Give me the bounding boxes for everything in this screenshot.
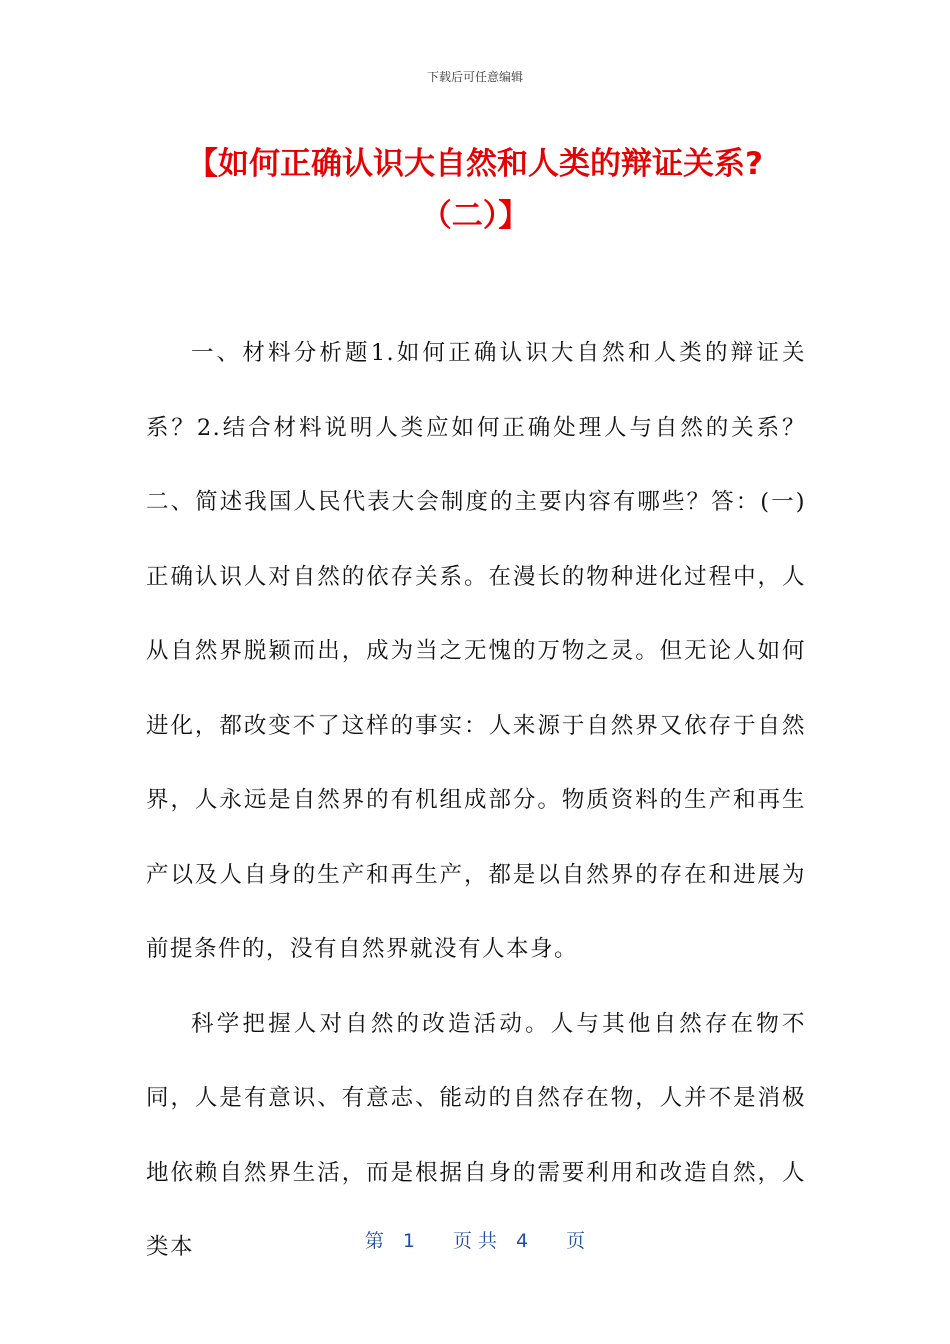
paragraph: 科学把握人对自然的改造活动。人与其他自然存在物不同，人是有意识、有意志、能动的自然存在物，人并不是消极地依赖自然界生活，而是根据自身的需要利用和改造自然，人类本: [146, 1010, 806, 1260]
page-number-footer: 第 1 页 共 4 页: [364, 1230, 586, 1252]
title-line-2: （二）】: [420, 198, 530, 234]
document-body: [146, 316, 806, 1285]
header-note: 下载后可任意编辑: [426, 70, 523, 84]
paragraph: 一、材料分析题1.如何正确认识大自然和人类的辩证关系？2.结合材料说明人类应如何正确处理人与自然的关系？二、简述我国人民代表大会制度的主要内容有哪些？答：(一)正确认识人对自然的依存关系。在漫长的物种进化过程中，人从自然界脱颖而出，成为当之无愧的万物之灵。但无论人如何进化，都改变不了这样的事实：人来源于自然界又依存于自然界，人永远是自然界的有机组成部分。物质资料的生产和再生产以及人自身的生产和再生产，都是以自然界的存在和进展为前提条件的，没有自然界就没有人本身。: [146, 340, 806, 962]
title-line-1: 【如何正确认识大自然和人类的辩证关系?: [187, 146, 763, 182]
document-title: [120, 138, 830, 242]
